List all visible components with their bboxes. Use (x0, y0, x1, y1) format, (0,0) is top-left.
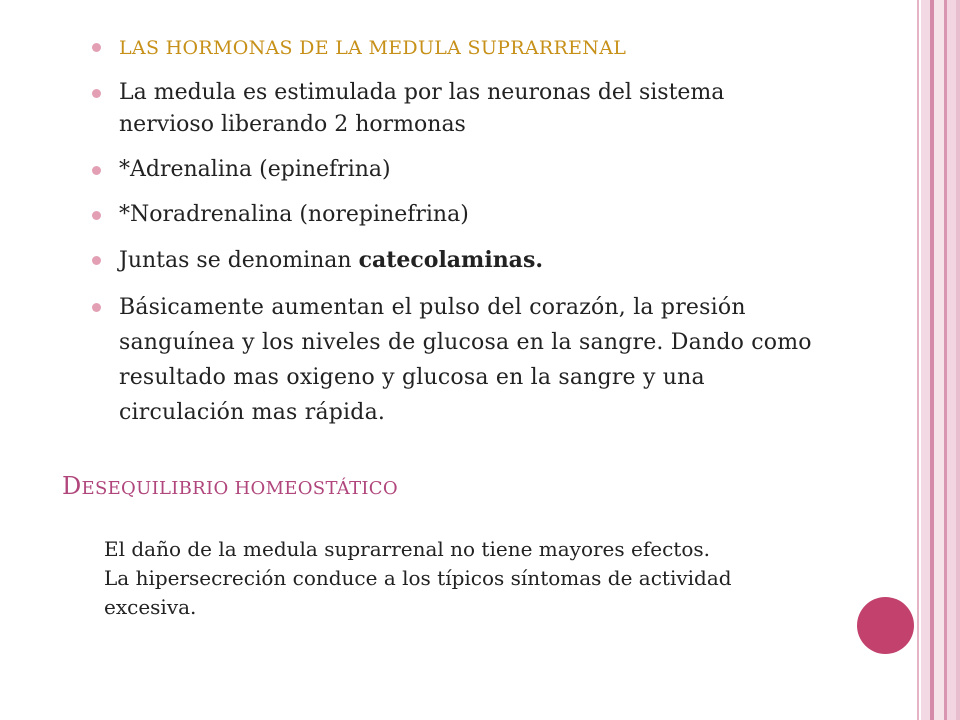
decorative-circle (857, 597, 914, 654)
bullet-item (92, 199, 822, 231)
bullet-text: Juntas se denominan (119, 248, 359, 273)
decorative-stripe (921, 0, 930, 720)
bullet-bold-term: catecolaminas. (358, 247, 543, 273)
body-paragraph: La hipersecreción conduce a los típicos síntomas de actividad excesiva. (104, 566, 732, 619)
bullet-list (92, 32, 822, 443)
section-title (62, 472, 398, 500)
bullet-item (92, 290, 822, 430)
decorative-stripe (947, 0, 956, 720)
bullet-text: Básicamente aumentan el pulso del corazón, la presión sanguínea y los niveles de glucosa en la sangre. Dando como resultado mas oxigeno y glucosa en la sangre y una circulación mas rápida. (119, 295, 812, 425)
bullet-heading-text: LAS HORMONAS DE LA MEDULA SUPRARRENAL (119, 37, 627, 59)
bullet-item (92, 77, 822, 141)
bullet-item (92, 154, 822, 186)
bullet-heading (92, 32, 822, 64)
section-title-initial: D (62, 472, 82, 500)
bullet-text: *Adrenalina (epinefrina) (119, 157, 391, 182)
decorative-stripe (956, 0, 960, 720)
body-text (104, 535, 784, 622)
body-paragraph: El daño de la medula suprarrenal no tiene mayores efectos. (104, 537, 710, 561)
bullet-item (92, 244, 822, 277)
decorative-stripe (917, 0, 919, 720)
section-title-rest: ESEQUILIBRIO HOMEOSTÁTICO (81, 478, 398, 499)
bullet-text: *Noradrenalina (norepinefrina) (119, 202, 469, 227)
decorative-stripe (934, 0, 944, 720)
bullet-text: La medula es estimulada por las neuronas del sistema nervioso liberando 2 hormonas (119, 80, 725, 137)
